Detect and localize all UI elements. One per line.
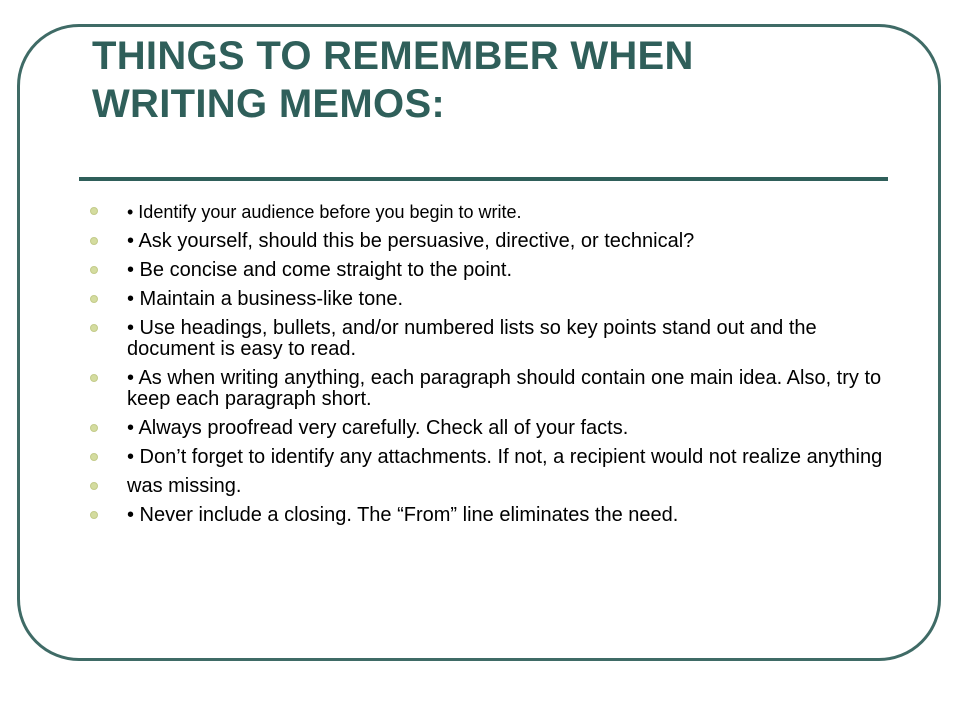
bullet-item <box>90 231 890 252</box>
bullet-item <box>90 476 890 497</box>
bullet-dot-icon <box>90 511 98 519</box>
bullet-text: • Ask yourself, should this be persuasive, directive, or technical? <box>127 230 695 252</box>
bullet-text: • Use headings, bullets, and/or numbered lists so key points stand out and the document is easy to read. <box>127 317 817 360</box>
bullet-text: • Never include a closing. The “From” line eliminates the need. <box>127 504 679 526</box>
bullet-text: was missing. <box>127 475 242 497</box>
bullet-item <box>90 289 890 310</box>
bullet-item <box>90 368 890 410</box>
slide-title: THINGS TO REMEMBER WHEN WRITING MEMOS: <box>92 34 694 126</box>
title-divider <box>79 177 888 181</box>
bullet-text: • As when writing anything, each paragraph should contain one main idea. Also, try to keep each paragraph short. <box>127 367 882 410</box>
bullet-item <box>90 318 890 360</box>
bullet-item <box>90 418 890 439</box>
bullet-item <box>90 260 890 281</box>
bullet-dot-icon <box>90 324 98 332</box>
bullet-text: • Identify your audience before you begin to write. <box>127 202 522 222</box>
bullet-text: • Maintain a business-like tone. <box>127 288 404 310</box>
bullet-dot-icon <box>90 374 98 382</box>
bullet-dot-icon <box>90 266 98 274</box>
bullet-text: • Be concise and come straight to the point. <box>127 259 512 281</box>
bullet-list <box>90 202 890 534</box>
bullet-dot-icon <box>90 453 98 461</box>
bullet-dot-icon <box>90 237 98 245</box>
bullet-dot-icon <box>90 482 98 490</box>
bullet-text: • Don’t forget to identify any attachments. If not, a recipient would not realize anything <box>127 446 883 468</box>
bullet-dot-icon <box>90 207 98 215</box>
bullet-item <box>90 505 890 526</box>
bullet-dot-icon <box>90 424 98 432</box>
bullet-item <box>90 202 890 223</box>
bullet-text: • Always proofread very carefully. Check all of your facts. <box>127 417 629 439</box>
bullet-dot-icon <box>90 295 98 303</box>
bullet-item <box>90 447 890 468</box>
